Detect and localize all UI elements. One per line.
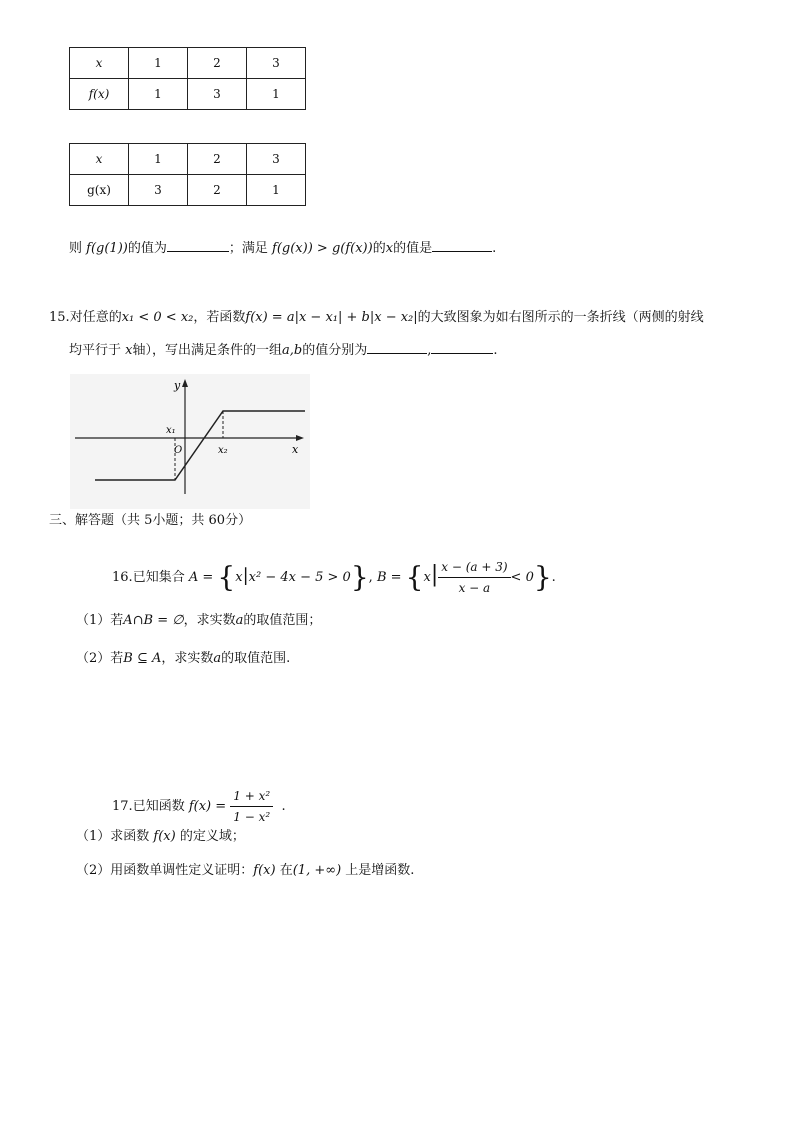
graph-background bbox=[70, 374, 310, 509]
question-number: 15. bbox=[49, 310, 70, 325]
function-graph bbox=[70, 374, 310, 509]
question-number: 17. bbox=[112, 799, 133, 814]
table-cell: 2 bbox=[188, 48, 247, 79]
table-cell: f(x) bbox=[70, 79, 129, 110]
table-cell: 3 bbox=[188, 79, 247, 110]
math-expr: x₁ < 0 < x₂ bbox=[121, 310, 194, 325]
table-row bbox=[70, 175, 306, 206]
table-cell: 1 bbox=[129, 48, 188, 79]
question-17-part2: （2）用函数单调性定义证明：f(x) 在(1, +∞) 上是增函数. bbox=[76, 863, 415, 878]
table-cell: 2 bbox=[188, 175, 247, 206]
question-17-stem: 17.已知函数 f(x) = $\frac{\text{1 + x²}}{\text{1 − x²}}$ . bbox=[112, 786, 286, 827]
question-16-part2: （2）若B ⊆ A，求实数a的取值范围. bbox=[76, 651, 291, 666]
table-cell: x bbox=[70, 144, 129, 175]
table-f bbox=[69, 47, 306, 110]
table-g bbox=[69, 143, 306, 206]
table-cell: 2 bbox=[188, 144, 247, 175]
math-expr: f(g(x)) > g(f(x)) bbox=[272, 241, 373, 256]
question-16-stem: 16.已知集合 A = {x|x² − 4x − 5 > 0}, B = {x| $\frac{x - (a + 3)}{x - a}$ < 0}. bbox=[112, 557, 556, 598]
table-cell: 3 bbox=[129, 175, 188, 206]
origin-label: O bbox=[174, 445, 183, 456]
answer-blank[interactable] bbox=[367, 340, 427, 354]
y-axis-label: y bbox=[174, 379, 181, 392]
math-expr: f(x) = a|x − x₁| + b|x − x₂| bbox=[245, 310, 418, 325]
question-number: 16. bbox=[112, 570, 133, 585]
question-15-line2: 均平行于 x轴），写出满足条件的一组a,b的值分别为 , . bbox=[69, 340, 498, 361]
x1-label: x₁ bbox=[166, 425, 176, 436]
table-cell: 1 bbox=[129, 79, 188, 110]
math-expr: f(g(1)) bbox=[86, 241, 128, 256]
table-cell: 3 bbox=[247, 48, 306, 79]
table-row bbox=[70, 79, 306, 110]
section-title: 三、解答题（共 5小题；共 60分） bbox=[49, 513, 252, 528]
table-cell: x bbox=[70, 48, 129, 79]
question-15-line1: 15.对任意的x₁ < 0 < x₂，若函数f(x) = a|x − x₁| + b|x − x₂|的大致图象为如右图所示的一条折线（两侧的射线 bbox=[49, 310, 704, 325]
table-cell: 1 bbox=[129, 144, 188, 175]
table-cell: 3 bbox=[247, 144, 306, 175]
table-row bbox=[70, 144, 306, 175]
answer-blank[interactable] bbox=[432, 238, 492, 252]
table-cell: 1 bbox=[247, 175, 306, 206]
table-cell: 1 bbox=[247, 79, 306, 110]
question-14-line: 则 f(g(1))的值为 ；满足 f(g(x)) > g(f(x))的x的值是 . bbox=[69, 238, 496, 259]
question-17-part1: （1）求函数 f(x) 的定义域； bbox=[76, 829, 245, 844]
x-axis-label: x bbox=[292, 443, 299, 456]
table-row bbox=[70, 48, 306, 79]
question-16-part1: （1）若A∩B = ∅，求实数a的取值范围； bbox=[76, 613, 322, 628]
answer-blank[interactable] bbox=[431, 340, 493, 354]
fraction: $\frac{\text{1 + x²}}{\text{1 − x²}}$ bbox=[230, 786, 273, 827]
fraction: $\frac{x - (a + 3)}{x - a}$ bbox=[438, 557, 510, 598]
x2-label: x₂ bbox=[218, 445, 228, 456]
table-cell: g(x) bbox=[70, 175, 129, 206]
answer-blank[interactable] bbox=[167, 238, 229, 252]
